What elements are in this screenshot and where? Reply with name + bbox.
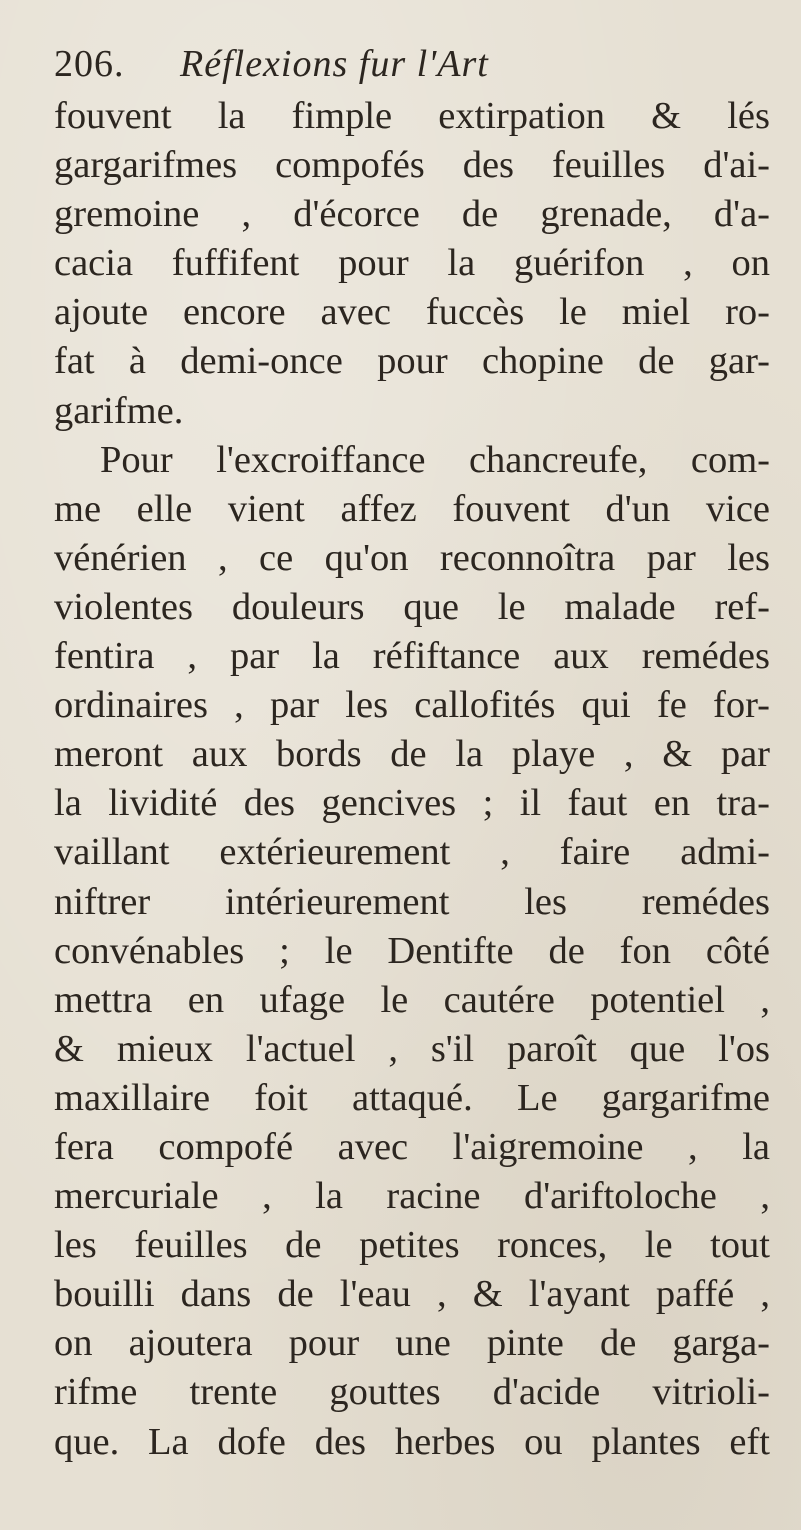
text-line: ajoute encore avec fuccès le miel ro- — [54, 291, 770, 334]
text-line: & mieux l'actuel , s'il paroît que l'os — [54, 1027, 770, 1070]
text-line: garifme. — [54, 389, 184, 432]
text-line: bouilli dans de l'eau , & l'ayant paffé , — [54, 1273, 770, 1316]
text-line: fat à demi-once pour chopine de gar- — [54, 340, 770, 383]
text-line: gremoine , d'écorce de grenade, d'a- — [54, 193, 770, 236]
text-line: mercuriale , la racine d'ariftoloche , — [54, 1175, 770, 1218]
page-number: 206. — [54, 43, 125, 85]
text-line: me elle vient affez fouvent d'un vice — [54, 487, 770, 530]
text-line: fera compofé avec l'aigremoine , la — [54, 1125, 770, 1168]
text-line: vénérien , ce qu'on reconnoîtra par les — [54, 536, 770, 579]
text-line: gargarifmes compofés des feuilles d'ai- — [54, 144, 770, 187]
text-line: vaillant extérieurement , faire admi- — [54, 831, 770, 874]
text-line: ordinaires , par les callofités qui fe for- — [54, 684, 770, 727]
text-line: fentira , par la réfiftance aux remédes — [54, 635, 770, 678]
paragraph-first-line: Pour l'excroiffance chancreufe, com- — [100, 438, 770, 481]
text-line: on ajoutera pour une pinte de garga- — [54, 1322, 770, 1365]
text-line: meront aux bords de la playe , & par — [54, 733, 770, 776]
running-title: Réflexions fur l'Art — [180, 43, 489, 85]
text-line: violentes douleurs que le malade ref- — [54, 585, 770, 628]
text-line: les feuilles de petites ronces, le tout — [54, 1224, 770, 1267]
text-line: rifme trente gouttes d'acide vitrioli- — [54, 1371, 770, 1414]
text-line: maxillaire foit attaqué. Le gargarifme — [54, 1076, 770, 1119]
text-line: convénables ; le Dentifte de fon côté — [54, 929, 770, 972]
running-head — [54, 38, 754, 90]
text-line: mettra en ufage le cautére potentiel , — [54, 978, 770, 1021]
text-line: que. La dofe des herbes ou plantes eft — [54, 1420, 770, 1463]
text-line: cacia fuffifent pour la guérifon , on — [54, 242, 770, 285]
text-line: fouvent la fimple extirpation & lés — [54, 95, 770, 137]
body-text — [54, 92, 770, 1467]
text-line: niftrer intérieurement les remédes — [54, 880, 770, 923]
text-line: la lividité des gencives ; il faut en tra- — [54, 782, 770, 825]
